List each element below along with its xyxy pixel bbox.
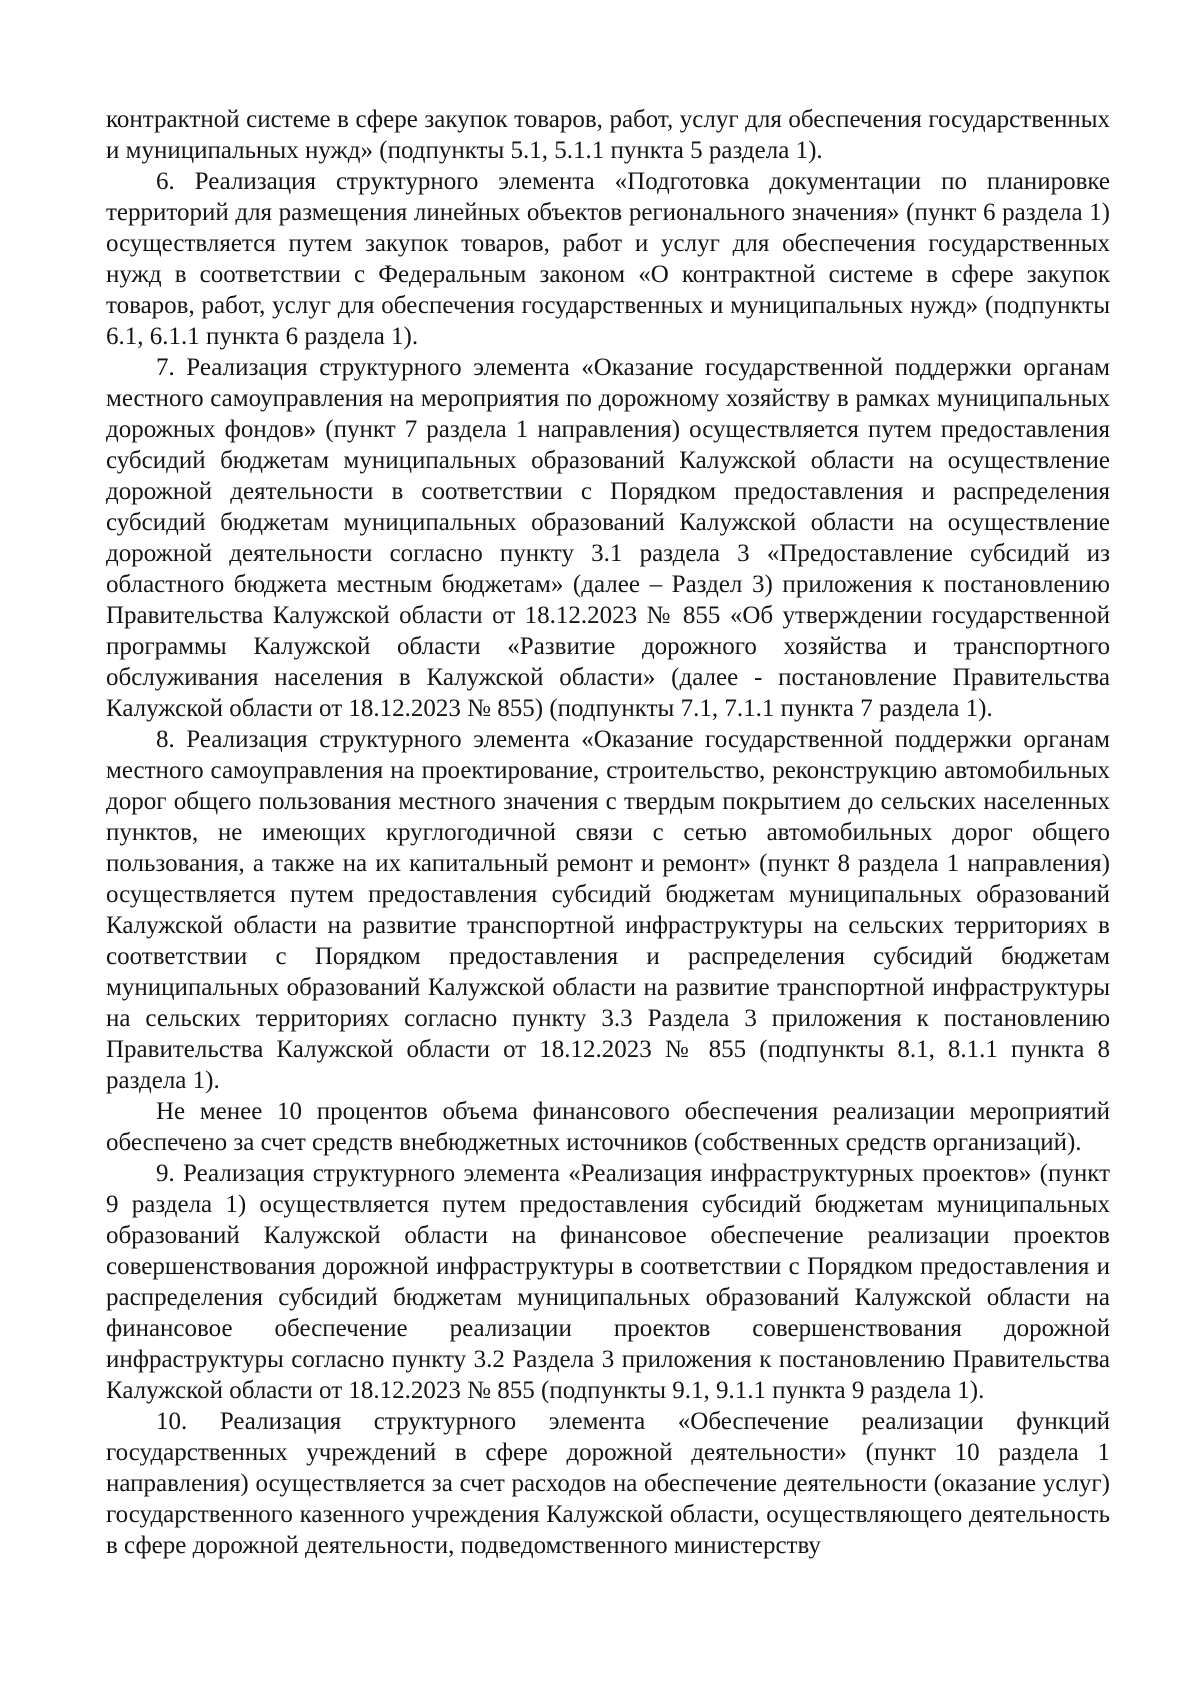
paragraph-continuation-5: контрактной системе в сфере закупок товаров, работ, услуг для обеспечения государственных и муниципальных нужд» (подпункты 5.1, 5.1.1 пункта 5 раздела 1). <box>106 106 1110 164</box>
paragraph-item-7: 7. Реализация структурного элемента «Оказание государственной поддержки органам местного самоуправления на мероприятия по дорожному хозяйству в рамках муниципальных дорожных фондов» (пункт 7 раздела 1 направления) осуществляется путем предоставления субсидий бюджетам муниципальных образований Калужской области на осуществление дорожной деятельности в соответствии с Порядком предоставления и распределения субсидий бюджетам муниципальных образований Калужской области на осуществление дорожной деятельности согласно пункту 3.1 раздела 3 «Предоставление субсидий из областного бюджета местным бюджетам» (далее – Раздел 3) приложения к постановлению Правительства Калужской области от 18.12.2023 № 855 «Об утверждении государственной программы Калужской области «Развитие дорожного хозяйства и транспортного обслуживания населения в Калужской области» (далее - постановление Правительства Калужской области от 18.12.2023 № 855) (подпункты 7.1, 7.1.1 пункта 7 раздела 1). <box>106 354 1110 722</box>
paragraph-item-8: 8. Реализация структурного элемента «Оказание государственной поддержки органам местного самоуправления на проектирование, строительство, реконструкцию автомобильных дорог общего пользования местного значения с твердым покрытием до сельских населенных пунктов, не имеющих круглогодичной связи с сетью автомобильных дорог общего пользования, а также на их капитальный ремонт и ремонт» (пункт 8 раздела 1 направления) осуществляется путем предоставления субсидий бюджетам муниципальных образований Калужской области на развитие транспортной инфраструктуры на сельских территориях в соответствии с Порядком предоставления и распределения субсидий бюджетам муниципальных образований Калужской области на развитие транспортной инфраструктуры на сельских территориях согласно пункту 3.3 Раздела 3 приложения к постановлению Правительства Калужской области от 18.12.2023 № 855 (подпункты 8.1, 8.1.1 пункта 8 раздела 1). <box>106 726 1110 1094</box>
paragraph-funding-note: Не менее 10 процентов объема финансового обеспечения реализации мероприятий обеспечено за счет средств внебюджетных источников (собственных средств организаций). <box>106 1098 1110 1156</box>
document-body <box>106 104 1110 1561</box>
paragraph-item-9: 9. Реализация структурного элемента «Реализация инфраструктурных проектов» (пункт 9 раздела 1) осуществляется путем предоставления субсидий бюджетам муниципальных образований Калужской области на финансовое обеспечение реализации проектов совершенствования дорожной инфраструктуры в соответствии с Порядком предоставления и распределения субсидий бюджетам муниципальных образований Калужской области на финансовое обеспечение реализации проектов совершенствования дорожной инфраструктуры согласно пункту 3.2 Раздела 3 приложения к постановлению Правительства Калужской области от 18.12.2023 № 855 (подпункты 9.1, 9.1.1 пункта 9 раздела 1). <box>106 1160 1110 1404</box>
paragraph-item-6: 6. Реализация структурного элемента «Подготовка документации по планировке территорий для размещения линейных объектов регионального значения» (пункт 6 раздела 1) осуществляется путем закупок товаров, работ и услуг для обеспечения государственных нужд в соответствии с Федеральным законом «О контрактной системе в сфере закупок товаров, работ, услуг для обеспечения государственных и муниципальных нужд» (подпункты 6.1, 6.1.1 пункта 6 раздела 1). <box>106 168 1110 350</box>
paragraph-item-10: 10. Реализация структурного элемента «Обеспечение реализации функций государственных учреждений в сфере дорожной деятельности» (пункт 10 раздела 1 направления) осуществляется за счет расходов на обеспечение деятельности (оказание услуг) государственного казенного учреждения Калужской области, осуществляющего деятельность в сфере дорожной деятельности, подведомственного министерству <box>106 1408 1110 1559</box>
